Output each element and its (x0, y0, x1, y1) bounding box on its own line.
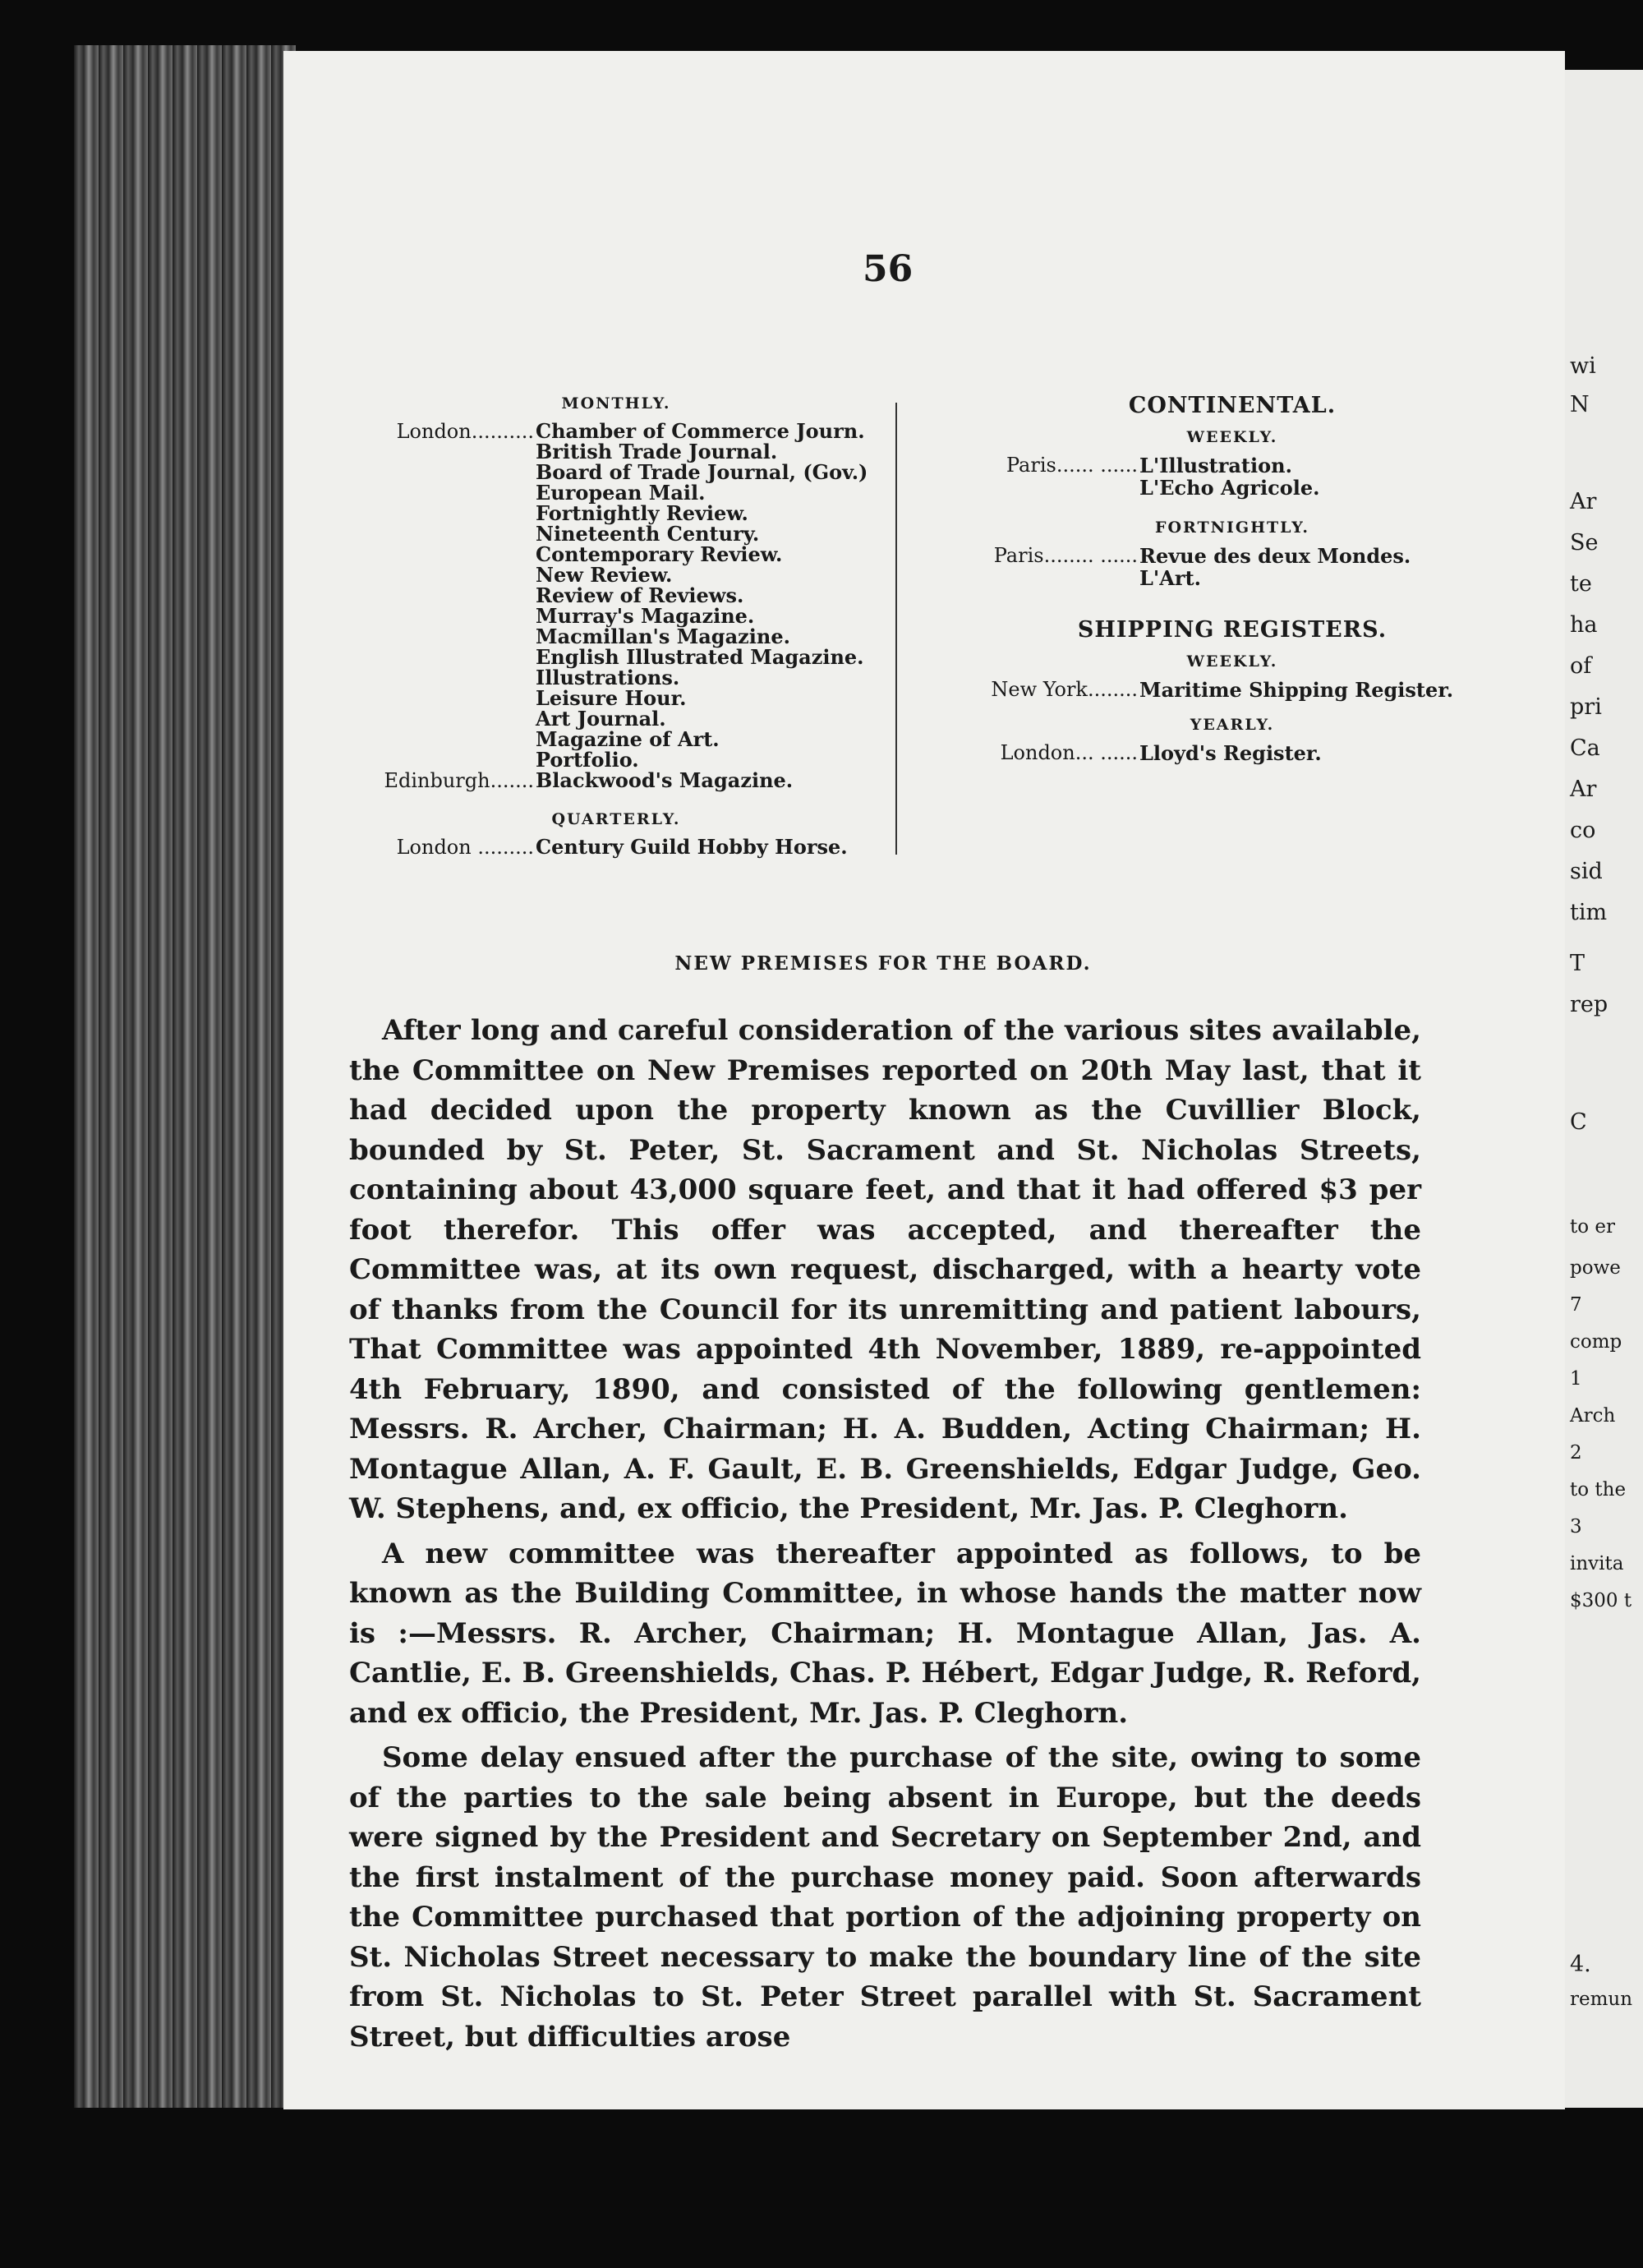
quarterly-list (329, 837, 1150, 859)
continental-fortnightly-heading: FORTNIGHTLY. (1154, 519, 1310, 537)
periodical-title: Magazine of Art. (536, 727, 720, 751)
adjacent-text-fragment: co (1570, 818, 1596, 843)
adjacent-text-fragment: wi (1570, 353, 1596, 379)
title-list (534, 770, 793, 792)
page-number: 56 (863, 248, 914, 290)
title-list (534, 837, 848, 859)
book-page (283, 51, 1565, 2109)
periodical-entry (329, 770, 1150, 792)
periodical-title: Lloyd's Register. (1139, 741, 1322, 765)
periodical-title: Leisure Hour. (536, 686, 687, 710)
book-page-edges (74, 45, 296, 2108)
periodical-title: Portfolio. (536, 748, 639, 772)
shipping-weekly-list (912, 679, 1553, 701)
adjacent-text-fragment: C (1570, 1109, 1587, 1135)
periodical-entry (912, 454, 1553, 499)
city-label: London ......... (396, 836, 534, 859)
city-label: New York........ (991, 678, 1138, 701)
adjacent-text-fragment: powe (1570, 1257, 1621, 1279)
periodical-title: Murray's Magazine. (536, 604, 755, 628)
periodical-title: Board of Trade Journal, (Gov.) (536, 460, 868, 484)
periodical-title: Contemporary Review. (536, 542, 783, 566)
adjacent-text-fragment: 2 (1570, 1442, 1582, 1464)
shipping-yearly-heading: YEARLY. (1190, 716, 1275, 734)
adjacent-text-fragment: 1 (1570, 1368, 1582, 1390)
title-list (534, 421, 868, 770)
adjacent-text-fragment: Ca (1570, 735, 1600, 761)
adjacent-text-fragment: N (1570, 392, 1590, 417)
adjacent-text-fragment: $300 t (1570, 1590, 1632, 1611)
column-divider (895, 403, 897, 855)
adjacent-text-fragment: te (1570, 571, 1592, 597)
adjacent-text-fragment: ha (1570, 612, 1598, 638)
periodical-entry (912, 545, 1553, 589)
body-text (349, 1011, 1421, 2062)
adjacent-text-fragment: T (1570, 951, 1585, 976)
periodical-title: Fortnightly Review. (536, 501, 748, 525)
section-title: NEW PREMISES FOR THE BOARD. (674, 952, 1092, 975)
continental-weekly-list (912, 454, 1553, 499)
adjacent-text-fragment: comp (1570, 1331, 1622, 1353)
periodical-title: Chamber of Commerce Journ. (536, 419, 865, 443)
adjacent-text-fragment: 7 (1570, 1294, 1582, 1316)
periodical-title: Review of Reviews. (536, 583, 744, 607)
title-list (1138, 679, 1453, 701)
continental-heading: CONTINENTAL. (1128, 393, 1337, 418)
monthly-heading: MONTHLY. (561, 394, 671, 413)
adjacent-text-fragment: pri (1570, 694, 1602, 720)
periodical-title: Maritime Shipping Register. (1139, 678, 1454, 702)
periodical-entry (329, 837, 1150, 859)
shipping-weekly-heading: WEEKLY. (1186, 652, 1278, 671)
periodical-title: British Trade Journal. (536, 440, 778, 463)
adjacent-text-fragment: rep (1570, 992, 1608, 1017)
periodical-title: Revue des deux Mondes. (1139, 544, 1411, 568)
title-list (1138, 742, 1322, 764)
periodical-title: Blackwood's Magazine. (536, 768, 794, 792)
continental-weekly-heading: WEEKLY. (1186, 428, 1278, 446)
adjacent-text-fragment: Se (1570, 530, 1599, 555)
title-list (1138, 454, 1319, 499)
periodical-entry (912, 679, 1553, 701)
adjacent-text-fragment: sid (1570, 859, 1603, 884)
periodical-title: Illustrations. (536, 666, 680, 689)
shipping-yearly-list (912, 742, 1553, 764)
adjacent-text-fragment: remun (1570, 1989, 1633, 2010)
right-column (912, 388, 1553, 764)
adjacent-page-fragment (1565, 70, 1643, 2108)
adjacent-text-fragment: Arch (1570, 1405, 1616, 1427)
city-label: London... ...... (1000, 741, 1138, 764)
periodical-entry (912, 742, 1553, 764)
city-label: Paris........ ...... (993, 544, 1138, 567)
title-list (1138, 545, 1411, 589)
quarterly-heading: QUARTERLY. (551, 810, 681, 828)
shipping-heading: SHIPPING REGISTERS. (1077, 617, 1388, 643)
adjacent-text-fragment: Ar (1570, 489, 1597, 514)
paragraph: After long and careful consideration of the various sites available, the Committee on New Premises reported on 20th May last, that it had decided upon the property known as the Cuvillier Block, bounded by St. Peter, St. Sacrament and St. Nicholas Streets, containing about 43,000 square feet, and that it had offered $3 per foot therefor. This offer was accepted, and thereafter the Committee was, at its own request, discharged, with a hearty vote of thanks from the Council for its unremitting and patient labours, That Committee was appointed 4th November, 1889, re-appointed 4th February, 1890, and consisted of the following gentlemen: Messrs. R. Archer, Chairman; H. A. Budden, Acting Chairman; H. Montague Allan, A. F. Gault, E. B. Greenshields, Edgar Judge, Geo. W. Stephens, and, ex officio, the President, Mr. Jas. P. Cleghorn. (349, 1014, 1421, 1525)
periodical-title: English Illustrated Magazine. (536, 645, 864, 669)
adjacent-text-fragment: of (1570, 653, 1592, 679)
periodical-title: European Mail. (536, 481, 706, 505)
periodical-title: Nineteenth Century. (536, 522, 760, 546)
adjacent-text-fragment: invita (1570, 1553, 1624, 1574)
city-label: London.......... (396, 420, 534, 443)
periodical-title: L'Art. (1139, 566, 1201, 590)
city-label: Paris...... ...... (1006, 454, 1138, 477)
periodical-title: Century Guild Hobby Horse. (536, 835, 848, 859)
periodical-title: New Review. (536, 563, 673, 587)
periodical-title: Macmillan's Magazine. (536, 625, 790, 648)
adjacent-text-fragment: to er (1570, 1216, 1616, 1238)
adjacent-text-fragment: Ar (1570, 777, 1597, 802)
adjacent-text-fragment: to the (1570, 1479, 1627, 1500)
periodical-title: L'Illustration. (1139, 454, 1292, 477)
adjacent-text-fragment: 3 (1570, 1516, 1582, 1537)
periodical-title: L'Echo Agricole. (1139, 476, 1320, 500)
adjacent-text-fragment: 4. (1570, 1952, 1591, 1977)
paragraph: A new committee was thereafter appointed as follows, to be known as the Building Committee, in whose hands the matter now is :—Messrs. R. Archer, Chairman; H. Montague Allan, Jas. A. Cantlie, E. B. Greenshields, Chas. P. Hébert, Edgar Judge, R. Reford, and ex officio, the President, Mr. Jas. P. Cleghorn. (349, 1537, 1421, 1730)
city-label: Edinburgh....... (384, 769, 534, 792)
periodical-title: Art Journal. (536, 707, 666, 731)
continental-fortnightly-list (912, 545, 1553, 589)
paragraph: Some delay ensued after the purchase of the site, owing to some of the parties to the sale being absent in Europe, but the deeds were signed by the President and Secretary on September 2nd, and the first instalment of the purchase money paid. Soon afterwards the Committee purchased that portion of the adjoining property on St. Nicholas Street necessary to make the boundary line of the site from St. Nicholas to St. Peter Street parallel with St. Sacrament Street, but difficulties arose (349, 1741, 1421, 2054)
adjacent-text-fragment: tim (1570, 900, 1608, 925)
